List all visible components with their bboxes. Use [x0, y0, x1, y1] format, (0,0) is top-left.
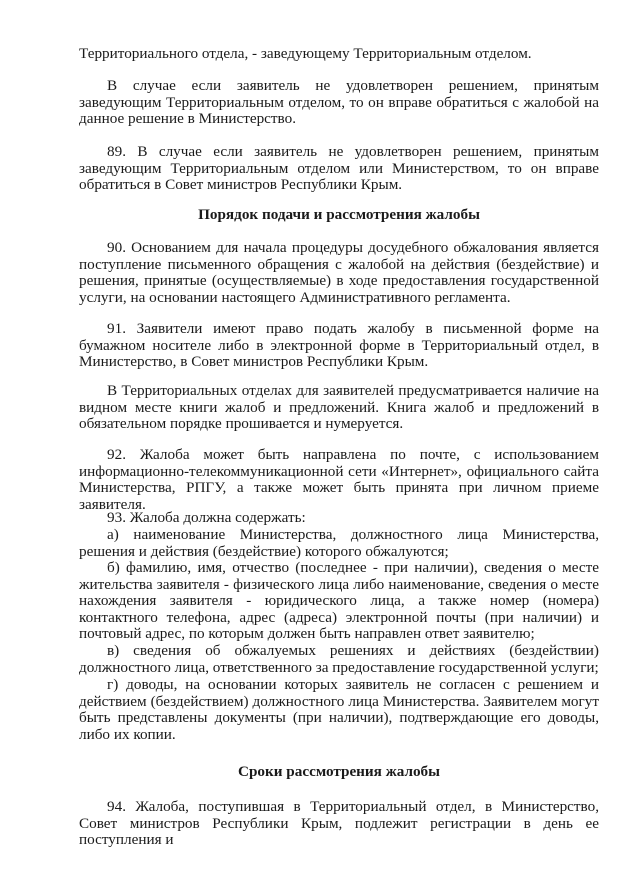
list-item-g: г) доводы, на основании которых заявитель не согласен с решением и действием (бездействием) должностного лица Министерства. Заявителем могут быть представлены документы (при наличии), подтверждающие его доводы, либо их копии.: [79, 676, 599, 743]
paragraph-90: 90. Основанием для начала процедуры досудебного обжалования является поступление письменного обращения с жалобой на действия (бездействие) и решения, принятые (осуществляемые) в ходе предоставления государственной услуги, на основании настоящего Административного регламента.: [79, 239, 599, 306]
paragraph-continuation: Территориального отдела, - заведующему Территориальным отделом.: [79, 45, 532, 62]
list-item-a: а) наименование Министерства, должностного лица Министерства, решения и действия (бездействие) которого обжалуются;: [79, 526, 599, 560]
paragraph-appeal-to-ministry: В случае если заявитель не удовлетворен решением, принятым заведующим Территориальным отделом, то он вправе обратиться с жалобой на данное решение в Министерство.: [79, 77, 599, 128]
list-item-v: в) сведения об обжалуемых решениях и действиях (бездействии) должностного лица, ответственного за предоставление государственной услуги;: [79, 642, 599, 676]
list-item-b: б) фамилию, имя, отчество (последнее - при наличии), сведения о месте жительства заявителя - физического лица либо наименование, сведения о месте нахождения заявителя - юридического лица, а также номер (номера) контактного телефона, адрес (адреса) электронной почты (при наличии) и почтовый адрес, по которым должен быть направлен ответ заявителю;: [79, 559, 599, 643]
paragraph-93: 93. Жалоба должна содержать:: [107, 509, 306, 526]
paragraph-complaint-book: В Территориальных отделах для заявителей предусматривается наличие на видном месте книги жалоб и предложений. Книга жалоб и предложений в обязательном порядке прошивается и нумеруется.: [79, 382, 599, 433]
paragraph-89: 89. В случае если заявитель не удовлетворен решением, принятым заведующим Территориальным отделом или Министерством, то он вправе обратиться в Совет министров Республики Крым.: [79, 143, 599, 194]
paragraph-94: 94. Жалоба, поступившая в Территориальный отдел, в Министерство, Совет министров Республики Крым, подлежит регистрации в день ее поступления и: [79, 798, 599, 849]
paragraph-92: 92. Жалоба может быть направлена по почте, с использованием информационно-телекоммуникационной сети «Интернет», официального сайта Министерства, РПГУ, а также может быть принята при личном приеме заявителя.: [79, 446, 599, 513]
paragraph-91: 91. Заявители имеют право подать жалобу в письменной форме на бумажном носителе либо в электронной форме в Территориальный отдел, в Министерство, в Совет министров Республики Крым.: [79, 320, 599, 371]
section-heading-deadlines: Сроки рассмотрения жалобы: [237, 763, 441, 780]
section-heading-procedure: Порядок подачи и рассмотрения жалобы: [198, 206, 480, 223]
